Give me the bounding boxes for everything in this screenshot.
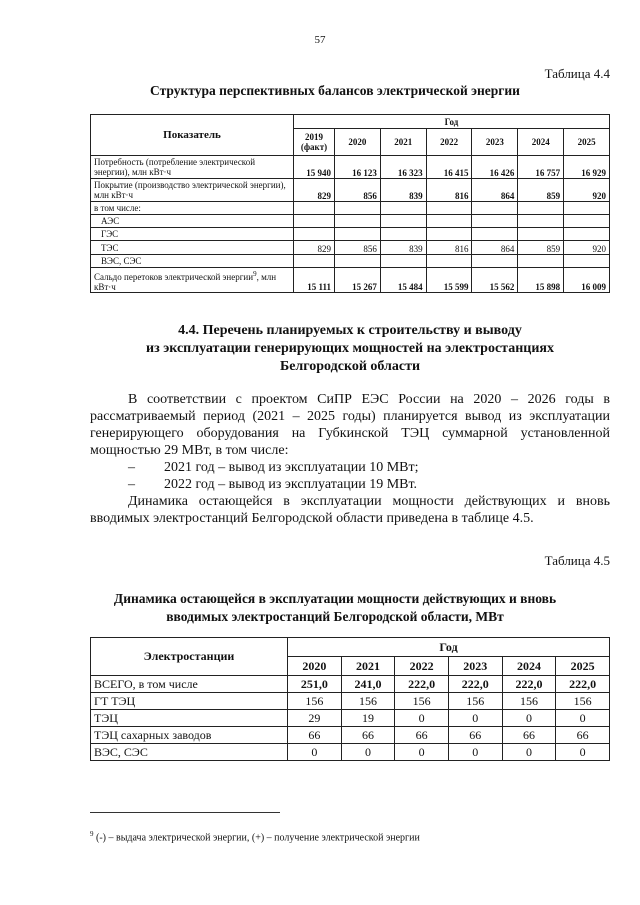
row-label: ГЭС [91,228,294,241]
value-cell: 66 [448,727,502,744]
section-body [90,391,610,527]
section-heading-line: из эксплуатации генерирующих мощностей на электростанциях [146,341,554,356]
value-cell [426,215,472,228]
year-cell: 2023 [472,129,518,156]
footnote-ref: 9 [253,269,257,278]
row-label: АЭС [91,215,294,228]
value-cell: 829 [294,179,335,202]
value-cell: 156 [502,693,556,710]
year-cell: 2025 [564,129,610,156]
dash-bullet: – [128,460,135,475]
table-row [91,268,610,293]
value-cell [472,215,518,228]
value-cell: 829 [294,241,335,255]
year-cell: 2024 [518,129,564,156]
value-cell [518,255,564,268]
value-cell: 16 415 [426,156,472,179]
year-cell: 2022 [426,129,472,156]
value-cell: 222,0 [556,676,610,693]
table-row [91,215,610,228]
value-cell [564,255,610,268]
table-row [91,228,610,241]
value-cell: 16 426 [472,156,518,179]
value-cell: 29 [288,710,342,727]
footnote-text: (-) – выдача электрической энергии, (+) – получение электрической энергии [93,832,420,844]
value-cell [335,215,381,228]
value-cell [564,228,610,241]
value-cell: 839 [380,179,426,202]
year-cell: 2023 [448,657,502,676]
value-cell: 15 111 [294,268,335,293]
section-heading [90,322,610,376]
value-cell [335,202,381,215]
value-cell [335,255,381,268]
value-cell: 920 [564,179,610,202]
value-cell [380,228,426,241]
year-cell: 2021 [380,129,426,156]
value-cell: 156 [341,693,395,710]
station-name: ВЭС, СЭС [91,744,288,761]
value-cell: 0 [502,710,556,727]
value-cell [518,215,564,228]
value-cell: 859 [518,241,564,255]
value-cell: 0 [395,744,449,761]
value-cell: 0 [395,710,449,727]
station-name: ТЭЦ сахарных заводов [91,727,288,744]
value-cell [294,228,335,241]
list-item [90,459,610,476]
value-cell: 16 323 [380,156,426,179]
list-item-text: 2021 год – вывод из эксплуатации 10 МВт; [164,460,419,475]
year-cell: 2022 [395,657,449,676]
value-cell: 156 [448,693,502,710]
paragraph: В соответствии с проектом СиПР ЕЭС России на 2020 – 2026 годы в рассматриваемый период (2021 – 2025 годы) планируется вывод из эксплуатации генерирующего оборудования на Губкинской ТЭЦ суммарной установленной мощностью 29 МВт, в том числе: [90,392,610,458]
row-label: в том числе: [91,202,294,215]
row-label: ТЭС [91,241,294,255]
value-cell [518,228,564,241]
table-4-4-label: Таблица 4.4 [544,66,610,81]
value-cell: 16 929 [564,156,610,179]
value-cell: 241,0 [341,676,395,693]
year-cell: 2025 [556,657,610,676]
value-cell: 816 [426,241,472,255]
row-label-text: Сальдо перетоков электрической энергии [94,271,254,282]
table-4-5-title [70,590,600,626]
station-header: Электростанции [91,638,288,676]
section-heading-line: Белгородской области [279,359,421,374]
value-cell [518,202,564,215]
value-cell: 15 898 [518,268,564,293]
table-title-line: вводимых электростанций Белгородской области, МВт [166,609,504,624]
value-cell: 856 [335,179,381,202]
value-cell: 16 123 [335,156,381,179]
value-cell: 920 [564,241,610,255]
value-cell [294,215,335,228]
year-cell: 2019 (факт) [294,129,335,156]
footnote-divider [90,812,280,813]
year-header: Год [288,638,610,657]
value-cell: 0 [502,744,556,761]
dash-bullet: – [128,477,135,492]
value-cell: 66 [288,727,342,744]
value-cell: 0 [556,744,610,761]
energy-balance-table [90,114,610,293]
value-cell: 222,0 [395,676,449,693]
value-cell: 0 [288,744,342,761]
value-cell: 0 [448,710,502,727]
value-cell: 864 [472,179,518,202]
table-row [91,744,610,761]
row-label: Покрытие (производство электрической энергии), млн кВт·ч [91,179,294,202]
table-row [91,179,610,202]
value-cell: 0 [448,744,502,761]
value-cell [426,255,472,268]
year-header: Год [294,115,610,129]
table-4-4-title: Структура перспективных балансов электрической энергии [150,83,520,98]
list-item [90,476,610,493]
value-cell: 251,0 [288,676,342,693]
value-cell [472,228,518,241]
table-row [91,241,610,255]
footnote [90,830,610,843]
value-cell [380,255,426,268]
value-cell: 864 [472,241,518,255]
table-header-row [91,638,610,657]
row-label-suffix: , млн кВт·ч [94,271,277,292]
indicator-header: Показатель [91,115,294,156]
table-header-row [91,115,610,129]
capacity-table [90,637,610,761]
value-cell: 839 [380,241,426,255]
table-row [91,255,610,268]
value-cell [294,255,335,268]
value-cell: 66 [502,727,556,744]
station-name: ВСЕГО, в том числе [91,676,288,693]
station-name: ГТ ТЭЦ [91,693,288,710]
value-cell [426,202,472,215]
value-cell: 859 [518,179,564,202]
station-name: ТЭЦ [91,710,288,727]
value-cell [564,215,610,228]
value-cell: 0 [556,710,610,727]
value-cell: 0 [341,744,395,761]
value-cell [472,255,518,268]
value-cell: 19 [341,710,395,727]
value-cell [564,202,610,215]
value-cell: 222,0 [502,676,556,693]
value-cell: 856 [335,241,381,255]
value-cell [426,228,472,241]
year-cell: 2020 [335,129,381,156]
value-cell: 15 267 [335,268,381,293]
value-cell: 66 [556,727,610,744]
table-row [91,710,610,727]
value-cell: 15 562 [472,268,518,293]
table-row [91,676,610,693]
value-cell: 15 599 [426,268,472,293]
year-cell: 2020 [288,657,342,676]
value-cell [335,228,381,241]
row-label [91,268,294,293]
value-cell [472,202,518,215]
year-cell: 2024 [502,657,556,676]
table-title-line: Динамика остающейся в эксплуатации мощности действующих и вновь [113,591,557,606]
year-cell: 2021 [341,657,395,676]
table-row [91,727,610,744]
value-cell: 15 484 [380,268,426,293]
value-cell: 66 [341,727,395,744]
table-row [91,202,610,215]
table-4-5-label: Таблица 4.5 [544,553,610,568]
section-heading-line: 4.4. Перечень планируемых к строительству и выводу [178,323,522,338]
list-item-text: 2022 год – вывод из эксплуатации 19 МВт. [164,477,418,492]
value-cell [380,215,426,228]
value-cell: 156 [288,693,342,710]
value-cell: 16 009 [564,268,610,293]
value-cell: 15 940 [294,156,335,179]
table-row [91,693,610,710]
page-number: 57 [314,34,326,46]
value-cell: 156 [556,693,610,710]
value-cell: 816 [426,179,472,202]
row-label: Потребность (потребление электрической энергии), млн кВт·ч [91,156,294,179]
row-label: ВЭС, СЭС [91,255,294,268]
value-cell [294,202,335,215]
value-cell: 156 [395,693,449,710]
value-cell: 222,0 [448,676,502,693]
footnote-mark: 9 [90,830,94,838]
value-cell: 66 [395,727,449,744]
table-row [91,156,610,179]
value-cell: 16 757 [518,156,564,179]
paragraph: Динамика остающейся в эксплуатации мощности действующих и вновь вводимых электростанций Белгородской области приведена в таблице 4.5. [90,494,610,526]
value-cell [380,202,426,215]
